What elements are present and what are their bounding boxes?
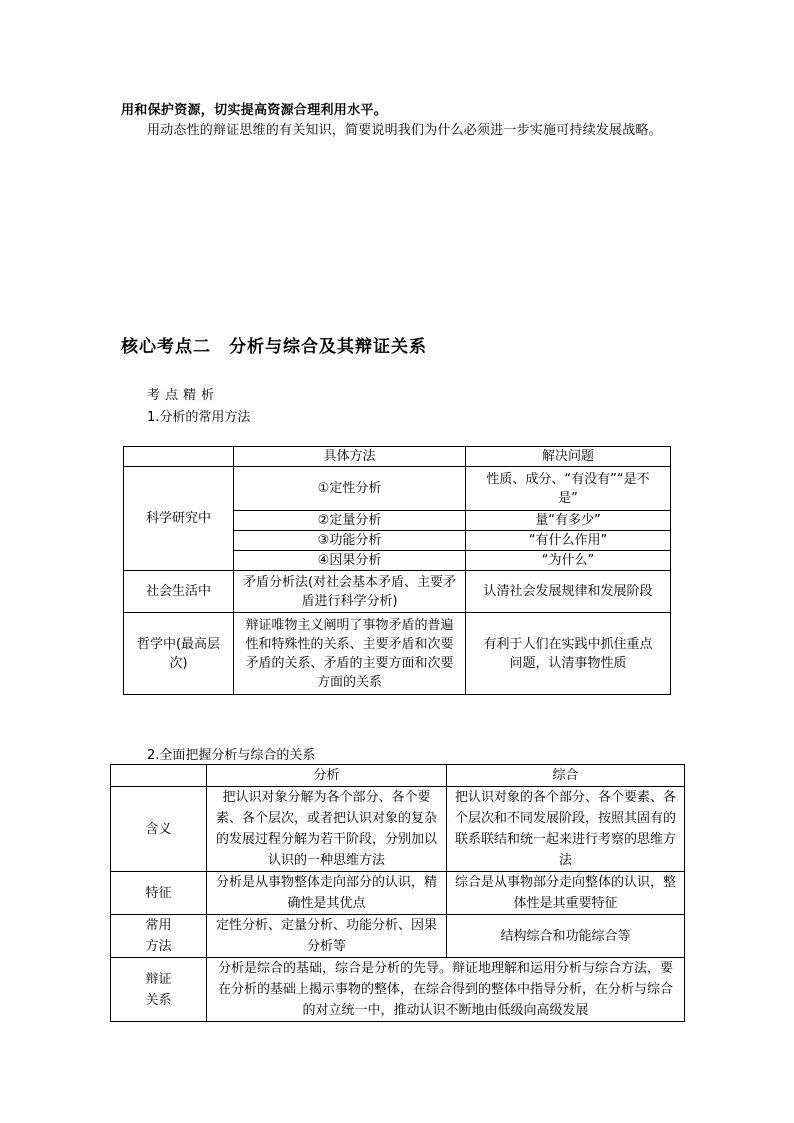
intro-line-1: 用和保护资源，切实提高资源合理利用水平。 [121,103,388,118]
row-label-social: 社会生活中 [124,571,234,613]
problem-cell: 量“有多少” [466,511,671,531]
row-label-philosophy: 哲学中(最高层次) [124,613,234,695]
header-empty [111,765,207,787]
analysis-cell: 把认识对象分解为各个部分、各个要素、各个层次，或者把认识对象的复杂的发展过程分解为若干阶段，分别加以认识的一种思维方法 [207,787,447,872]
method-cell: ③功能分析 [234,531,466,551]
row-label-feature: 特征 [111,872,207,915]
row-label-meaning: 含义 [111,787,207,872]
label-line: 关系 [145,992,172,1008]
row-label-methods [111,915,207,958]
table-header-row [124,447,671,467]
table-row [111,787,685,872]
section-title [121,332,427,357]
synthesis-cell: 结构综合和功能综合等 [447,915,685,958]
analysis-synthesis-table [110,764,685,1022]
table-row [124,613,671,695]
row-label-relation [111,958,207,1022]
intro-question: 用动态性的辩证思维的有关知识，简要说明我们为什么必须进一步实施可持续发展战略。 [147,123,662,138]
problem-cell: “为什么” [466,551,671,571]
item-1-heading: 1.分析的常用方法 [147,410,251,425]
table-header-row [111,765,685,787]
method-cell: ①定性分析 [234,467,466,511]
problem-cell: 有利于人们在实践中抓住重点问题，认清事物性质 [466,613,671,695]
table-row [111,958,685,1022]
method-cell: 矛盾分析法(对社会基本矛盾、主要矛盾进行科学分析) [234,571,466,613]
label-line: 常用 [145,918,172,933]
section-title-number: 核心考点二 [121,337,211,357]
analysis-cell: 定性分析、定量分析、功能分析、因果分析等 [207,915,447,958]
header-analysis: 分析 [207,765,447,787]
synthesis-cell: 综合是从事物部分走向整体的认识，整体性是其重要特征 [447,872,685,915]
method-cell: ②定量分析 [234,511,466,531]
label-line: 辩证 [145,971,172,987]
table-row [111,872,685,915]
label-line: 方法 [145,939,172,954]
header-synthesis: 综合 [447,765,685,787]
problem-cell: “有什么作用” [466,531,671,551]
method-cell: ④因果分析 [234,551,466,571]
section-title-text: 分析与综合及其辩证关系 [229,337,427,357]
header-problem: 解决问题 [466,447,671,467]
item-2-heading: 2.全面把握分析与综合的关系 [147,748,316,763]
header-empty [124,447,234,467]
section-subtitle: 考点精析 [147,388,220,403]
table-row [111,915,685,958]
table-row [124,467,671,511]
problem-cell: 性质、成分、“有没有”“是不是” [466,467,671,511]
problem-cell: 认清社会发展规律和发展阶段 [466,571,671,613]
analysis-methods-table [123,446,671,695]
row-label-science: 科学研究中 [124,467,234,571]
table-row [124,571,671,613]
method-cell: 辩证唯物主义阐明了事物矛盾的普遍性和特殊性的关系、主要矛盾和次要矛盾的关系、矛盾的主要方面和次要方面的关系 [234,613,466,695]
header-method: 具体方法 [234,447,466,467]
synthesis-cell: 把认识对象的各个部分、各个要素、各个层次和不同发展阶段，按照其固有的联系联结和统一起来进行考察的思维方法 [447,787,685,872]
relation-cell: 分析是综合的基础，综合是分析的先导。辩证地理解和运用分析与综合方法，要在分析的基础上揭示事物的整体，在综合得到的整体中指导分析，在分析与综合的对立统一中，推动认识不断地由低级向高级发展 [207,958,685,1022]
analysis-cell: 分析是从事物整体走向部分的认识，精确性是其优点 [207,872,447,915]
